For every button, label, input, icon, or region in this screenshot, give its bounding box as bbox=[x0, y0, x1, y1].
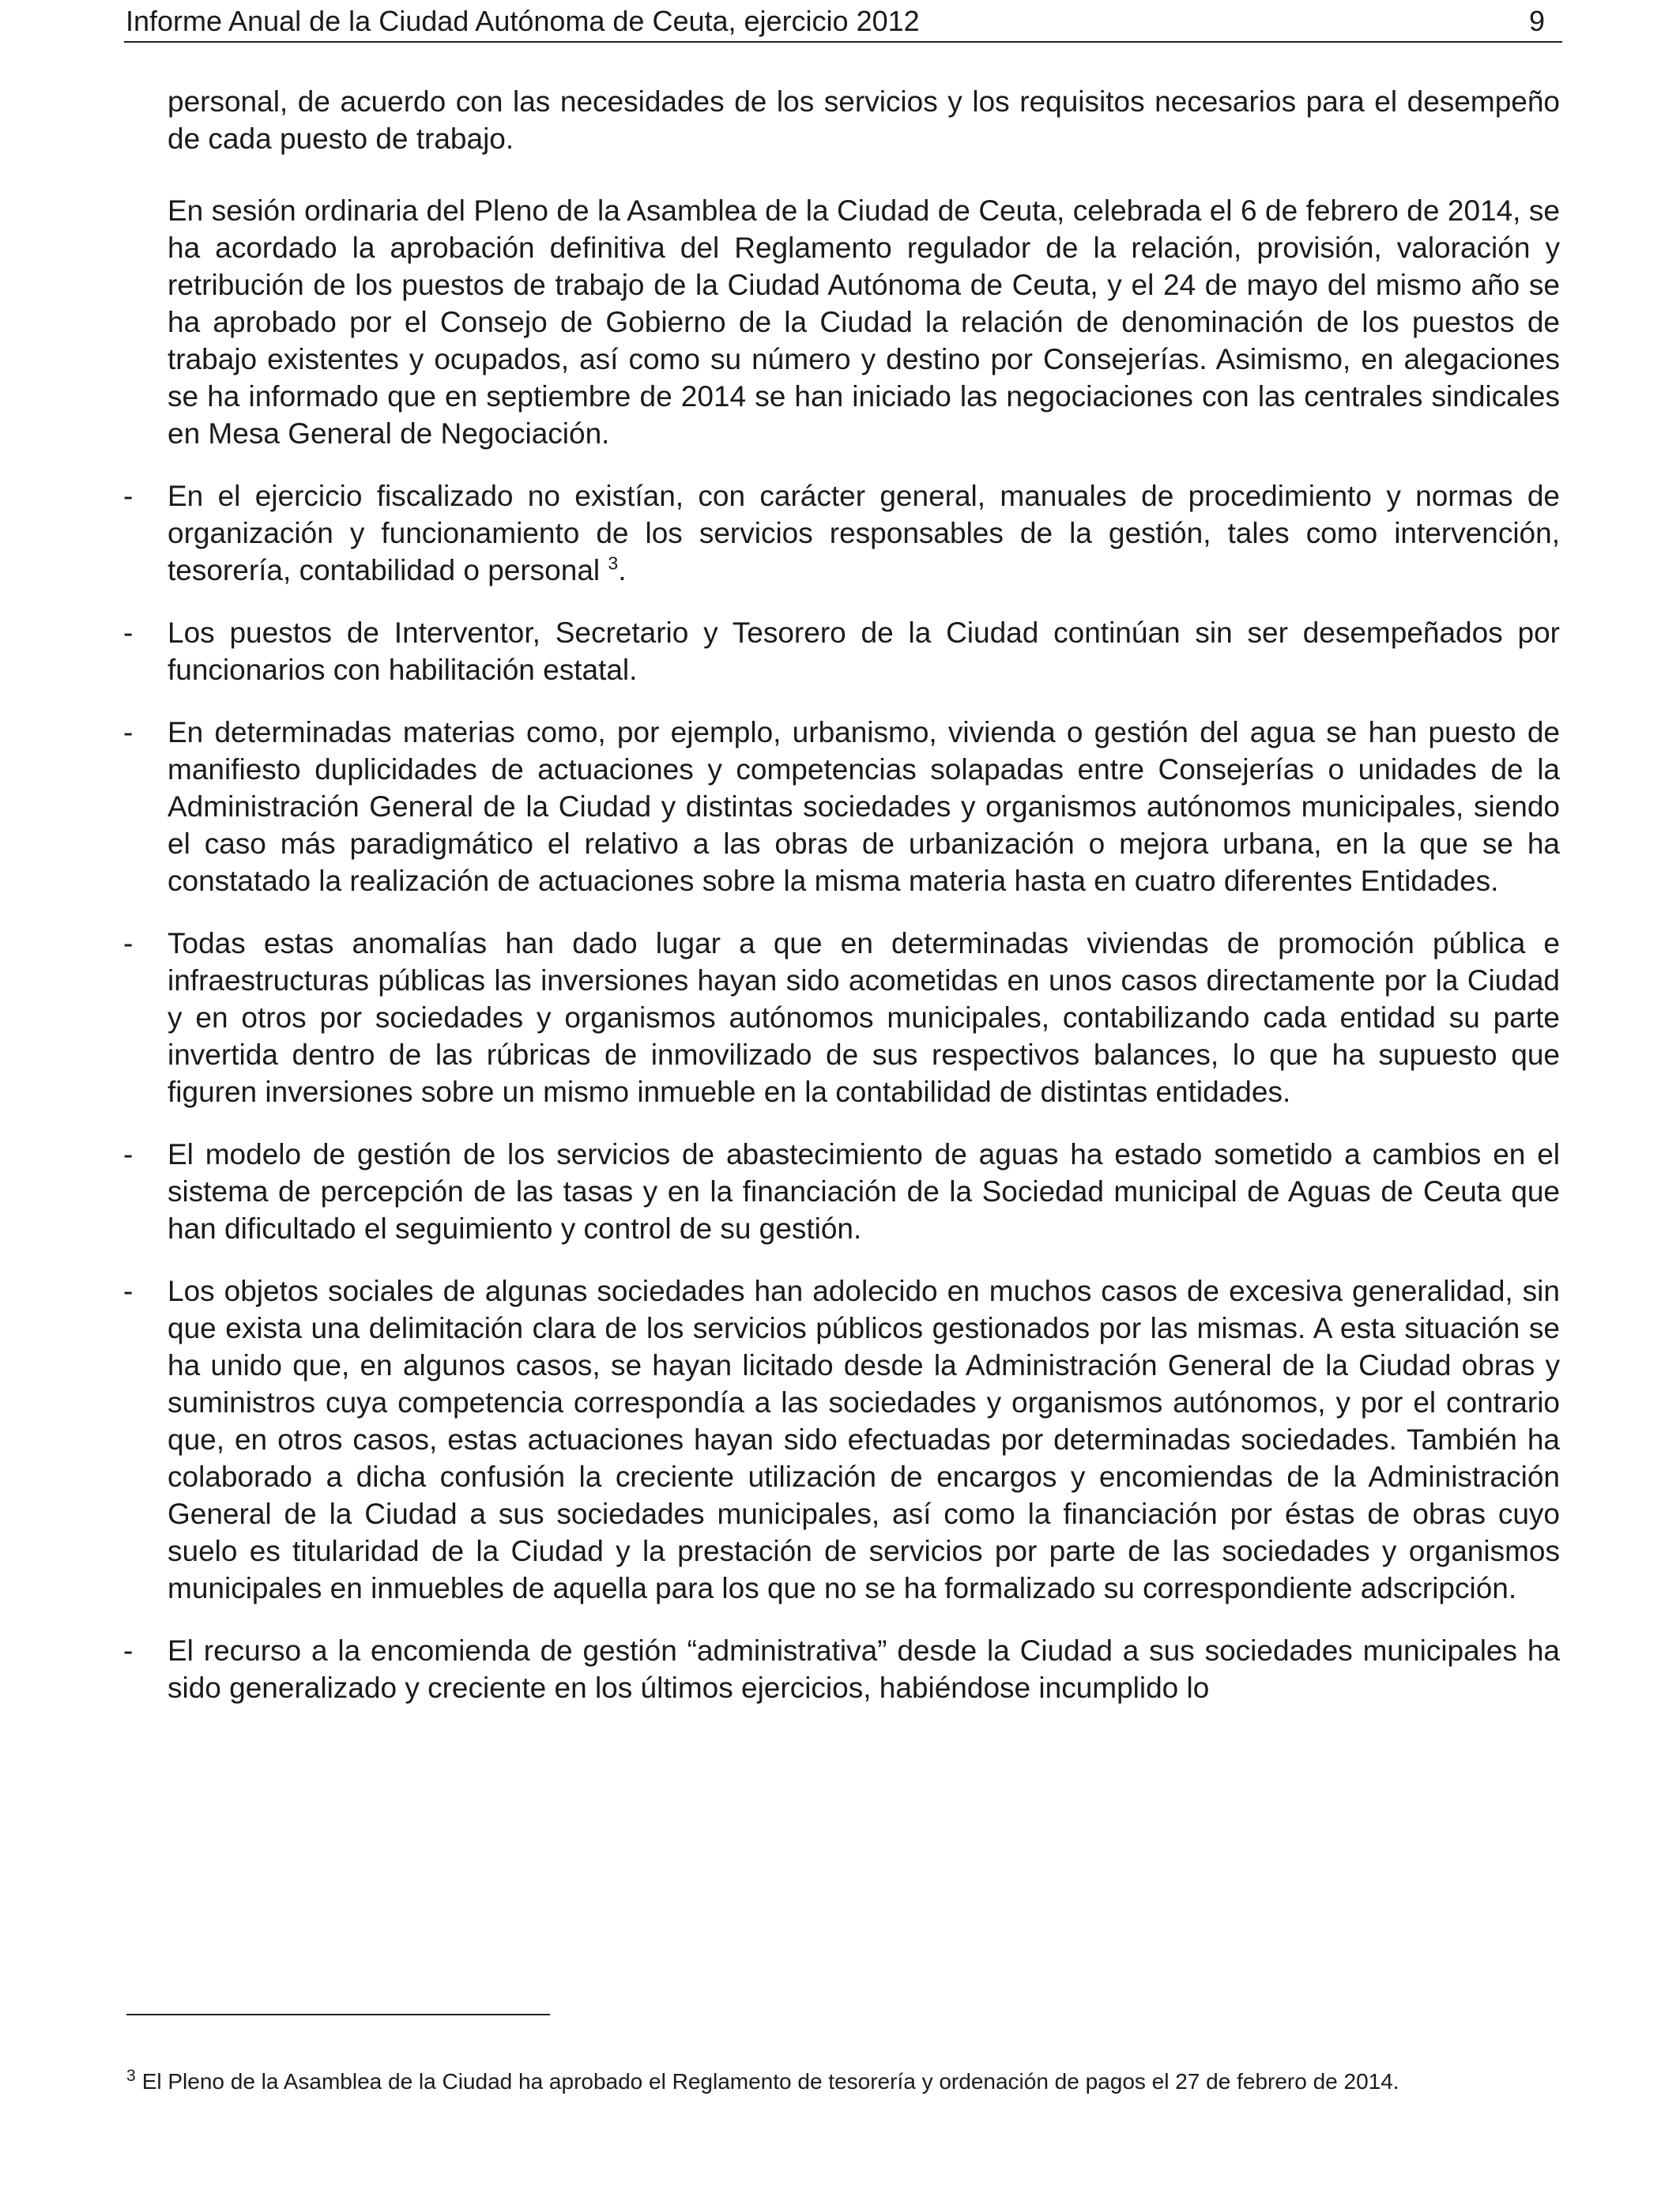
footnote-separator bbox=[126, 2014, 550, 2015]
bullet-dash: - bbox=[123, 1138, 134, 1171]
bullet-dash: - bbox=[123, 616, 134, 649]
bullet-dash: - bbox=[123, 716, 134, 748]
list-item-text: El recurso a la encomienda de gestión “administrativa” desde la Ciudad a sus sociedades municipales ha sido generalizado y creciente en los últimos ejercicios, habiéndose incumplido lo bbox=[168, 1634, 1560, 1704]
page-number: 9 bbox=[1528, 5, 1545, 37]
reglamento-paragraph: En sesión ordinaria del Pleno de la Asamblea de la Ciudad de Ceuta, celebrada el 6 de febrero de 2014, se ha acordado la aprobación definitiva del Reglamento regulador de la relación, provisión, valoración y retribución de los puestos de trabajo de la Ciudad Autónoma de Ceuta, y el 24 de mayo del mismo año se ha aprobado por el Consejo de Gobierno de la Ciudad la relación de denominación de los puestos de trabajo existentes y ocupados, así como su número y destino por Consejerías. Asimismo, en alegaciones se ha informado que en septiembre de 2014 se han iniciado las negociaciones con las centrales sindicales en Mesa General de Negociación. bbox=[168, 194, 1560, 450]
page-header bbox=[124, 3, 1562, 43]
bullet-dash: - bbox=[123, 927, 134, 959]
bullet-dash: - bbox=[123, 1275, 134, 1307]
list-item bbox=[123, 1272, 1560, 1607]
footnote-text: El Pleno de la Asamblea de la Ciudad ha aprobado el Reglamento de tesorería y ordenación de pagos el 27 de febrero de 2014. bbox=[141, 2069, 1399, 2094]
list-item bbox=[123, 614, 1560, 688]
footnote bbox=[126, 2068, 1549, 2096]
list-item-text: Todas estas anomalías han dado lugar a que en determinadas viviendas de promoción pública e infraestructuras públicas las inversiones hayan sido acometidas en unos casos directamente por la Ciudad y en otros por sociedades y organismos autónomos municipales, contabilizando cada entidad su parte invertida dentro de las rúbricas de inmovilizado de sus respectivos balances, lo que ha supuesto que figuren inversiones sobre un mismo inmueble en la contabilidad de distintas entidades. bbox=[168, 927, 1560, 1108]
list-item bbox=[123, 1136, 1560, 1247]
bullet-dash: - bbox=[123, 1634, 134, 1667]
list-item-text: Los objetos sociales de algunas sociedades han adolecido en muchos casos de excesiva generalidad, sin que exista una delimitación clara de los servicios públicos gestionados por las mismas. A esta situación se ha unido que, en algunos casos, se hayan licitado desde la Administración General de la Ciudad obras y suministros cuya competencia correspondía a las sociedades y organismos autónomos, y por el contrario que, en otros casos, estas actuaciones hayan sido efectuadas por determinadas sociedades. También ha colaborado a dicha confusión la creciente utilización de encargos y encomiendas de la Administración General de la Ciudad a sus sociedades municipales, así como la financiación por éstas de obras cuyo suelo es titularidad de la Ciudad y la prestación de servicios por parte de las sociedades y organismos municipales en inmuebles de aquella para los que no se ha formalizado su correspondiente adscripción. bbox=[168, 1275, 1560, 1604]
bullet-dash: - bbox=[123, 480, 134, 512]
list-item bbox=[123, 925, 1560, 1110]
footnote-reference[interactable]: 3 bbox=[608, 552, 619, 574]
list-item-text: Los puestos de Interventor, Secretario y Tesorero de la Ciudad continúan sin ser desempeñados por funcionarios con habilitación estatal. bbox=[168, 616, 1560, 686]
list-item bbox=[123, 714, 1560, 899]
list-item bbox=[123, 1632, 1560, 1706]
list-item-text: En el ejercicio fiscalizado no existían, con carácter general, manuales de procedimiento y normas de organización y funcionamiento de los servicios responsables de la gestión, tales como intervención, tesorería, contabilidad o personal $^3$. bbox=[168, 480, 1560, 586]
intro-paragraph: personal, de acuerdo con las necesidades de los servicios y los requisitos necesarios para el desempeño de cada puesto de trabajo. bbox=[168, 85, 1560, 155]
list-item-text: En determinadas materias como, por ejemplo, urbanismo, vivienda o gestión del agua se han puesto de manifiesto duplicidades de actuaciones y competencias solapadas entre Consejerías o unidades de la Administración General de la Ciudad y distintas sociedades y organismos autónomos municipales, siendo el caso más paradigmático el relativo a las obras de urbanización o mejora urbana, en la que se ha constatado la realización de actuaciones sobre la misma materia hasta en cuatro diferentes Entidades. bbox=[168, 716, 1560, 897]
document-body bbox=[123, 83, 1560, 1732]
report-title: Informe Anual de la Ciudad Autónoma de Ceuta, ejercicio 2012 bbox=[126, 5, 920, 37]
footnote-number: 3 bbox=[126, 2066, 136, 2085]
list-item bbox=[123, 477, 1560, 589]
list-item-text: El modelo de gestión de los servicios de abastecimiento de aguas ha estado sometido a cambios en el sistema de percepción de las tasas y en la financiación de la Sociedad municipal de Aguas de Ceuta que han dificultado el seguimiento y control de su gestión. bbox=[168, 1138, 1560, 1245]
